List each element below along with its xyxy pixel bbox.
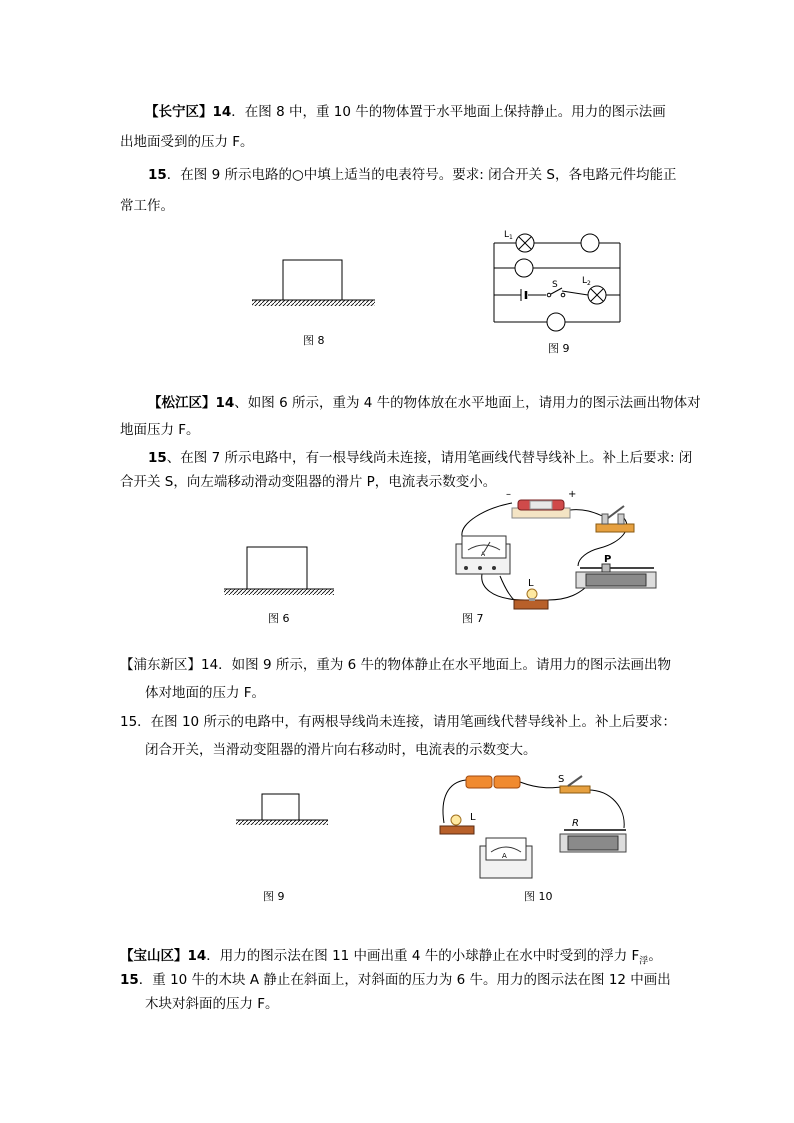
switch-s-icon: [558, 774, 590, 793]
pudong-q14-line2: 体对地面的压力 F。: [145, 685, 266, 701]
baoshan-q14-line: 【宝山区】14．用力的图示法在图 11 中画出重 4 牛的小球静止在水中时受到的浮力 $F_浮$。: [120, 948, 662, 967]
figure-9-caption: 图 9: [548, 342, 570, 355]
figure-9-circuit: [490, 225, 630, 335]
figure-10-circuit-photo: [436, 768, 636, 888]
songjiang-q15-line1: 15、在图 7 所示电路中，有一根导线尚未连接，请用笔画线代替导线补上。补上后要求: 闭: [148, 450, 693, 466]
ammeter-icon: [456, 536, 510, 574]
figure-10-caption: 图 10: [524, 890, 553, 903]
ground-hatch: [252, 300, 375, 306]
svg-text:A: A: [502, 852, 507, 860]
baoshan-q15-line2: 木块对斜面的压力 F。: [145, 996, 279, 1012]
label-s: S: [558, 774, 565, 785]
rheostat-icon: [576, 554, 656, 588]
label-l2: $L_2$: [582, 276, 591, 287]
figure-7-circuit-photo: [450, 488, 660, 618]
meter-slot-3: [547, 313, 565, 331]
figure-6-block-on-ground: [222, 542, 352, 602]
changning-q15-line2: 常工作。: [120, 198, 174, 214]
svg-text:A: A: [481, 551, 486, 558]
ammeter-icon: [480, 838, 532, 878]
meter-slot-2: [515, 259, 533, 277]
block: [283, 260, 342, 300]
figure-8-block-on-ground: [250, 255, 380, 315]
figure-6-caption: 图 6: [268, 612, 290, 625]
figure-8-caption: 图 8: [303, 334, 325, 347]
district-tag-changning: 【长宁区】: [145, 104, 213, 120]
lamp-l-icon: [440, 812, 476, 834]
songjiang-q14-line1: 【松江区】14、如图 6 所示，重为 4 牛的物体放在水平地面上，请用力的图示法画出物体对: [148, 395, 701, 411]
label-s: S: [552, 280, 558, 290]
pudong-q15-line1: 15．在图 10 所示的电路中，有两根导线尚未连接，请用笔画线代替导线补上。补上后要求：: [120, 714, 676, 730]
label-r: R: [572, 818, 579, 829]
label-l1: $L_1$: [504, 230, 513, 241]
songjiang-q15-line2: 合开关 S，向左端移动滑动变阻器的滑片 P，电流表示数变小。: [120, 474, 497, 490]
knife-switch-icon: [596, 506, 634, 532]
changning-q14-line1: 【长宁区】14．在图 8 中，重 10 牛的物体置于水平地面上保持静止。用力的图示法画: [145, 104, 666, 120]
baoshan-q15-line1: 15．重 10 牛的木块 A 静止在斜面上，对斜面的压力为 6 牛。用力的图示法在图 12 中画出: [120, 972, 671, 988]
lamp-l1-icon: [516, 234, 534, 252]
district-tag-songjiang: 【松江区】: [148, 395, 216, 411]
lamp-icon: [514, 578, 548, 609]
songjiang-q14-line2: 地面压力 F。: [120, 422, 200, 438]
label-l: L: [528, 578, 534, 589]
battery-icon: [466, 776, 520, 788]
district-tag-baoshan: 【宝山区】: [120, 948, 188, 964]
rheostat-r-icon: [560, 818, 626, 852]
changning-q15-line1: 15．在图 9 所示电路的○中填上适当的电表符号。要求: 闭合开关 S，各电路元件均能正: [148, 167, 677, 183]
figure-9-pudong-caption: 图 9: [263, 890, 285, 903]
lamp-l2-icon: [588, 286, 606, 304]
label-p: P: [604, 554, 612, 565]
pudong-q15-line2: 闭合开关，当滑动变阻器的滑片向右移动时，电流表的示数变大。: [145, 742, 537, 758]
svg-text:–: –: [506, 489, 511, 500]
label-l: L: [470, 812, 476, 823]
svg-text:+: +: [568, 489, 577, 500]
pudong-q14-line1: 【浦东新区】14．如图 9 所示，重为 6 牛的物体静止在水平地面上。请用力的图示法画出物: [120, 657, 672, 673]
battery-box-icon: [506, 489, 576, 518]
meter-slot-1: [581, 234, 599, 252]
figure-9-pudong-block: [234, 790, 334, 835]
changning-q14-line2: 出地面受到的压力 F。: [120, 134, 254, 150]
block: [262, 794, 299, 820]
figure-7-caption: 图 7: [462, 612, 484, 625]
block: [247, 547, 307, 589]
battery-icon: [521, 289, 526, 301]
